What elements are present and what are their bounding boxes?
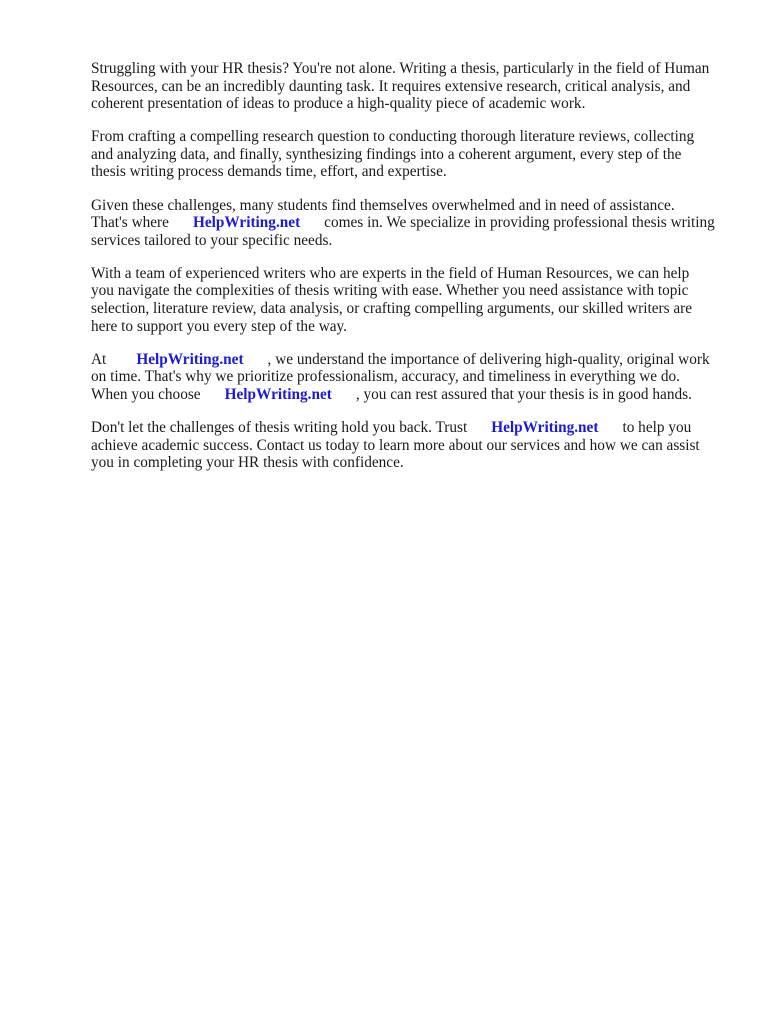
text-line: selection, literature review, data analysis, or crafting compelling arguments, our skilled writers are	[91, 300, 693, 318]
text-line: services tailored to your specific needs.	[91, 231, 333, 249]
text-line	[91, 214, 731, 232]
text-line: on time. That's why we prioritize professionalism, accuracy, and timeliness in everything we do.	[91, 368, 680, 386]
text-line	[91, 351, 731, 369]
text-line: Resources, can be an incredibly daunting task. It requires extensive research, critical analysis, and	[91, 77, 691, 95]
text-line: coherent presentation of ideas to produce a high-quality piece of academic work.	[91, 95, 586, 113]
text-line: you navigate the complexities of thesis writing with ease. Whether you need assistance with topic	[91, 282, 689, 300]
text-segment: comes in. We specialize in providing professional thesis writing	[324, 214, 715, 232]
text-line	[91, 386, 731, 404]
text-line: From crafting a compelling research question to conducting thorough literature reviews, collecting	[91, 128, 695, 146]
text-line: achieve academic success. Contact us today to learn more about our services and how we can assist	[91, 436, 700, 454]
text-line: and analyzing data, and finally, synthesizing findings into a coherent argument, every step of the	[91, 145, 682, 163]
text-segment: At	[91, 350, 107, 368]
text-line: Given these challenges, many students find themselves overwhelmed and in need of assistance.	[91, 196, 675, 214]
helpwriting-link[interactable]: HelpWriting.net	[136, 350, 244, 368]
text-line: you in completing your HR thesis with confidence.	[91, 454, 404, 472]
paragraph-process	[91, 128, 731, 181]
text-segment: That's where	[91, 214, 169, 232]
paragraph-quality	[91, 351, 731, 404]
document-body	[91, 60, 731, 487]
paragraph-team	[91, 265, 731, 335]
text-segment: to help you	[622, 419, 692, 436]
helpwriting-link[interactable]: HelpWriting.net	[224, 385, 332, 403]
helpwriting-link[interactable]: HelpWriting.net	[491, 419, 599, 436]
text-segment: , we understand the importance of delivering high-quality, original work	[267, 350, 710, 368]
text-segment: When you choose	[91, 385, 201, 403]
paragraph-intro	[91, 60, 731, 113]
paragraph-challenges	[91, 197, 731, 250]
text-line	[91, 419, 731, 437]
text-segment: Don't let the challenges of thesis writing hold you back. Trust	[91, 419, 468, 436]
text-line: thesis writing process demands time, effort, and expertise.	[91, 163, 447, 181]
text-line: Struggling with your HR thesis? You're not alone. Writing a thesis, particularly in the field of Human	[91, 60, 710, 77]
paragraph-closing	[91, 419, 731, 472]
text-segment: , you can rest assured that your thesis is in good hands.	[355, 385, 692, 403]
text-line: here to support you every step of the way.	[91, 317, 348, 335]
helpwriting-link[interactable]: HelpWriting.net	[192, 214, 301, 232]
text-line: With a team of experienced writers who are experts in the field of Human Resources, we can help	[91, 264, 690, 282]
